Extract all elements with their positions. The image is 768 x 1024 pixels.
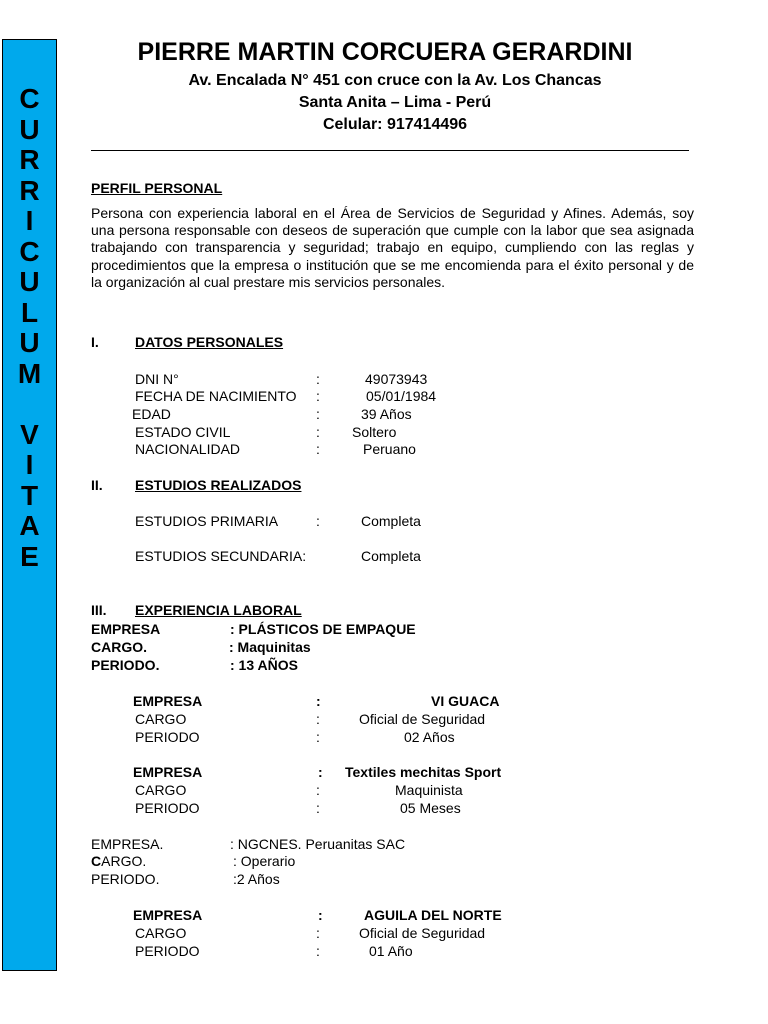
- job1-period-label: PERIODO.: [91, 657, 160, 673]
- job4-role-label-rest: ARGO.: [101, 853, 147, 869]
- primary-studies-label: ESTUDIOS PRIMARIA: [135, 513, 279, 529]
- profile-heading: PERFIL PERSONAL: [91, 180, 223, 196]
- sidebar-letter: I: [25, 205, 34, 236]
- section-number-personal: I.: [91, 334, 99, 350]
- dni-label: DNI N°: [135, 371, 179, 387]
- dni-sep: :: [316, 371, 320, 387]
- job4-company-value: : NGCNES. Peruanitas SAC: [230, 836, 406, 852]
- job1-role-value: : Maquinitas: [229, 639, 311, 655]
- job5-company-value: AGUILA DEL NORTE: [364, 907, 502, 923]
- job5-role-value: Oficial de Seguridad: [359, 925, 486, 941]
- sidebar-letter: R: [19, 144, 40, 175]
- section-number-experience: III.: [91, 602, 107, 618]
- job3-period-label: PERIODO: [135, 800, 200, 816]
- birthdate-sep: :: [316, 388, 320, 404]
- nationality-label: NACIONALIDAD: [135, 441, 241, 457]
- civil-status-label: ESTADO CIVIL: [135, 424, 231, 440]
- nationality-sep: :: [316, 441, 320, 457]
- sidebar-letter: E: [20, 540, 39, 572]
- job4-role-label-initial: C: [91, 853, 102, 869]
- job3-company-value: Textiles mechitas Sport: [345, 764, 502, 780]
- sidebar-letter: I: [25, 449, 34, 480]
- job3-role-label: CARGO: [135, 782, 187, 798]
- section-number-studies: II.: [91, 477, 103, 493]
- profile-text: Persona con experiencia laboral en el Área de Servicios de Seguridad y Afines. Además, soy una persona responsable con deseos de superación que cumple con la labor que sea asignada trabajando con transparencia y seguridad; trabajo en equipo, cumpliendo con las reglas y procedimientos que la empresa o institución que se me encomienda para el éxito personal y de la organización al cual prestare mis servicios personales.: [91, 205, 694, 290]
- age-value: 39 Años: [361, 406, 412, 422]
- sidebar-letter: U: [19, 266, 40, 297]
- job2-period-sep: :: [316, 729, 320, 745]
- job5-period-label: PERIODO: [135, 943, 200, 959]
- age-label: EDAD: [132, 406, 171, 422]
- secondary-studies-value: Completa: [361, 548, 421, 564]
- job3-role-value: Maquinista: [395, 782, 463, 798]
- job4-period-label: PERIODO.: [91, 871, 160, 887]
- job2-company-sep: :: [316, 693, 321, 709]
- primary-studies-sep: :: [316, 513, 320, 529]
- primary-studies-value: Completa: [361, 513, 421, 529]
- civil-status-sep: :: [316, 424, 320, 440]
- job3-role-sep: :: [316, 782, 320, 798]
- civil-status-value: Soltero: [352, 424, 397, 440]
- birthdate-label: FECHA DE NACIMIENTO: [135, 388, 297, 404]
- age-sep: :: [316, 406, 320, 422]
- phone-number: Celular: 917414496: [322, 116, 468, 133]
- job2-role-value: Oficial de Seguridad: [359, 711, 486, 727]
- sidebar-letter: C: [19, 235, 40, 267]
- address-line-2: Santa Anita – Lima - Perú: [298, 94, 492, 111]
- job1-company-label: EMPRESA: [91, 621, 161, 637]
- studies-heading: ESTUDIOS REALIZADOS: [135, 477, 302, 493]
- header-divider: [91, 150, 689, 151]
- sidebar-letter: C: [19, 83, 40, 114]
- sidebar-letter: L: [20, 296, 39, 328]
- job3-company-label: EMPRESA: [133, 764, 203, 780]
- job1-role-label: CARGO.: [91, 639, 147, 655]
- job3-period-value: 05 Meses: [400, 800, 461, 816]
- sidebar-vertical-title: [3, 84, 56, 572]
- job3-period-sep: :: [316, 800, 320, 816]
- candidate-name: PIERRE MARTIN CORCUERA GERARDINI: [137, 38, 633, 66]
- job4-role-label: [91, 853, 146, 869]
- job2-company-label: EMPRESA: [133, 693, 203, 709]
- sidebar-letter: V: [20, 418, 39, 450]
- job5-role-sep: :: [316, 925, 320, 941]
- job5-role-label: CARGO: [135, 925, 187, 941]
- sidebar-letter: T: [20, 479, 39, 511]
- job5-period-sep: :: [316, 943, 320, 959]
- sidebar-letter: A: [19, 510, 40, 541]
- personal-heading: DATOS PERSONALES: [135, 334, 284, 350]
- job4-role-value: : Operario: [233, 853, 296, 869]
- job5-company-label: EMPRESA: [133, 907, 203, 923]
- job2-role-sep: :: [316, 711, 320, 727]
- job5-period-value: 01 Año: [369, 943, 413, 959]
- sidebar-letter: R: [19, 174, 40, 206]
- job5-company-sep: :: [318, 907, 323, 923]
- sidebar-letter: M: [17, 357, 42, 389]
- secondary-studies-label: ESTUDIOS SECUNDARIA:: [135, 548, 307, 564]
- sidebar-letter: U: [19, 113, 40, 145]
- job1-period-value: : 13 AÑOS: [230, 657, 298, 673]
- sidebar-letter: U: [19, 327, 40, 358]
- job2-period-value: 02 Años: [404, 729, 455, 745]
- job2-period-label: PERIODO: [135, 729, 200, 745]
- birthdate-value: 05/01/1984: [366, 388, 437, 404]
- job2-company-value: VI GUACA: [431, 693, 500, 709]
- job2-role-label: CARGO: [135, 711, 187, 727]
- nationality-value: Peruano: [363, 441, 416, 457]
- job3-company-sep: :: [318, 764, 323, 780]
- job1-company-value: : PLÁSTICOS DE EMPAQUE: [230, 621, 416, 637]
- job4-company-label: EMPRESA.: [91, 836, 164, 852]
- sidebar-banner: [2, 39, 57, 971]
- address-line-1: Av. Encalada N° 451 con cruce con la Av. Los Chancas: [188, 72, 602, 89]
- dni-value: 49073943: [365, 371, 428, 387]
- experience-heading: EXPERIENCIA LABORAL: [135, 602, 302, 618]
- job4-period-value: :2 Años: [233, 871, 280, 887]
